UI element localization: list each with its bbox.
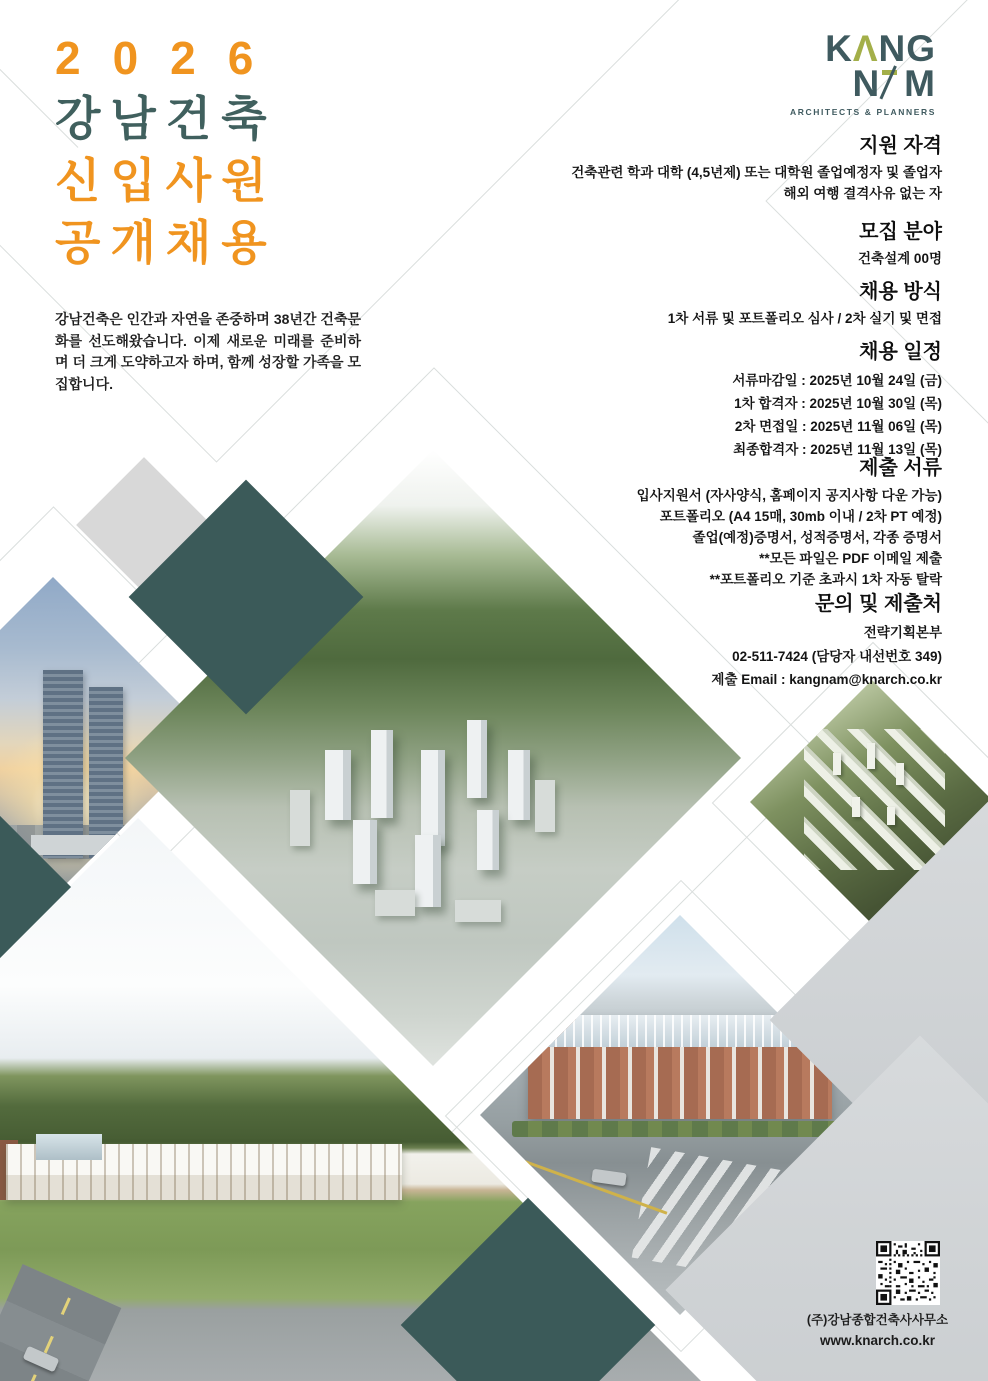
section-heading: 지원 자격 bbox=[859, 135, 942, 157]
title-open: 공개채용 bbox=[55, 216, 277, 269]
section-heading: 제출 서류 bbox=[859, 457, 942, 479]
logo-stylized-a2-icon bbox=[880, 66, 904, 96]
section-process bbox=[382, 280, 942, 330]
section-line: **포트폴리오 기준 초과시 1차 자동 탈락 bbox=[709, 572, 942, 587]
glass-box bbox=[36, 1134, 102, 1160]
section-heading: 채용 방식 bbox=[859, 281, 942, 303]
title-company: 강남건축 bbox=[55, 92, 277, 145]
section-line: 최종합격자 : 2025년 11월 13일 (목) bbox=[733, 442, 942, 457]
qr-code-icon bbox=[876, 1241, 940, 1310]
title-year: 2026 bbox=[55, 32, 286, 84]
section-contact bbox=[382, 592, 942, 692]
section-line: 제출 Email : kangnam@knarch.co.kr bbox=[711, 672, 942, 687]
section-heading: 채용 일정 bbox=[859, 341, 942, 363]
logo-ng: NG bbox=[878, 28, 936, 69]
section-line: 1차 서류 및 포트폴리오 심사 / 2차 실기 및 면접 bbox=[667, 311, 942, 326]
section-line: 건축설계 00명 bbox=[858, 251, 942, 266]
highrise-block bbox=[353, 820, 377, 884]
logo-line1 bbox=[790, 28, 936, 69]
section-line: 02-511-7424 (담당자 내선번호 349) bbox=[732, 648, 942, 664]
intro-paragraph: 강남건축은 인간과 자연을 존중하며 38년간 건축문화를 선도해왔습니다. 이제 새로운 미래를 준비하며 더 크게 도약하고자 하며, 함께 성장할 가족을 모집합니다. bbox=[55, 311, 361, 392]
road bbox=[0, 1264, 121, 1381]
midrise-block bbox=[535, 780, 555, 832]
section-line: 건축관련 학과 대학 (4,5년제) 또는 대학원 졸업예정자 및 졸업자 bbox=[571, 165, 942, 180]
highrise-block bbox=[477, 810, 499, 870]
highrise-block bbox=[371, 730, 393, 818]
logo-tagline: ARCHITECTS & PLANNERS bbox=[790, 107, 936, 117]
mini-building bbox=[867, 743, 875, 769]
midrise-block bbox=[455, 900, 501, 922]
midrise-block bbox=[290, 790, 310, 846]
section-positions bbox=[382, 220, 942, 270]
section-line: **모든 파일은 PDF 이메일 제출 bbox=[759, 551, 942, 566]
title-recruit: 신입사원 bbox=[55, 154, 277, 207]
mini-building bbox=[833, 753, 841, 775]
poster-title bbox=[55, 28, 285, 274]
section-documents bbox=[382, 456, 942, 590]
company-website: www.knarch.co.kr bbox=[819, 1333, 936, 1348]
highrise-block bbox=[467, 720, 487, 798]
section-line: 졸업(예정)증명서, 성적증명서, 각종 증명서 bbox=[692, 530, 942, 545]
highrise-block bbox=[325, 750, 351, 820]
section-line: 해외 여행 결격사유 없는 자 bbox=[783, 185, 942, 201]
midrise-block bbox=[375, 890, 415, 916]
footer-company-info bbox=[795, 1310, 960, 1351]
section-schedule bbox=[382, 340, 942, 461]
section-line: 포트폴리오 (A4 15매, 30mb 이내 / 2차 PT 예정) bbox=[659, 509, 942, 524]
section-line: 전략기획본부 bbox=[863, 625, 942, 640]
section-line: 입사지원서 (자사양식, 홈페이지 공지사항 다운 가능) bbox=[636, 488, 942, 503]
section-line: 서류마감일 : 2025년 10월 24일 (금) bbox=[732, 373, 942, 388]
car bbox=[591, 1169, 626, 1187]
highrise-block bbox=[421, 750, 445, 846]
section-heading: 문의 및 제출처 bbox=[814, 593, 942, 615]
highrise-block bbox=[508, 750, 530, 820]
logo-line2 bbox=[790, 63, 936, 104]
kangnam-logo bbox=[790, 28, 936, 117]
mini-building bbox=[896, 763, 904, 785]
logo-stylized-a-icon: Λ bbox=[852, 28, 879, 69]
highrise-block bbox=[415, 835, 441, 907]
section-line: 1차 합격자 : 2025년 10월 30일 (목) bbox=[734, 396, 942, 411]
section-heading: 모집 분야 bbox=[859, 221, 942, 243]
tower-block bbox=[43, 670, 83, 858]
hedge-row bbox=[512, 1121, 848, 1137]
mini-building bbox=[887, 807, 895, 825]
logo-m: M bbox=[904, 63, 936, 104]
logo-n: N bbox=[852, 63, 881, 104]
company-name: (주)강남종합건축사사무소 bbox=[806, 1313, 949, 1327]
section-line: 2차 면접일 : 2025년 11월 06일 (목) bbox=[734, 419, 942, 434]
logo-k: K bbox=[825, 28, 853, 69]
qr-code-svg bbox=[876, 1241, 940, 1305]
section-eligibility bbox=[382, 134, 942, 204]
mini-building bbox=[852, 797, 860, 817]
